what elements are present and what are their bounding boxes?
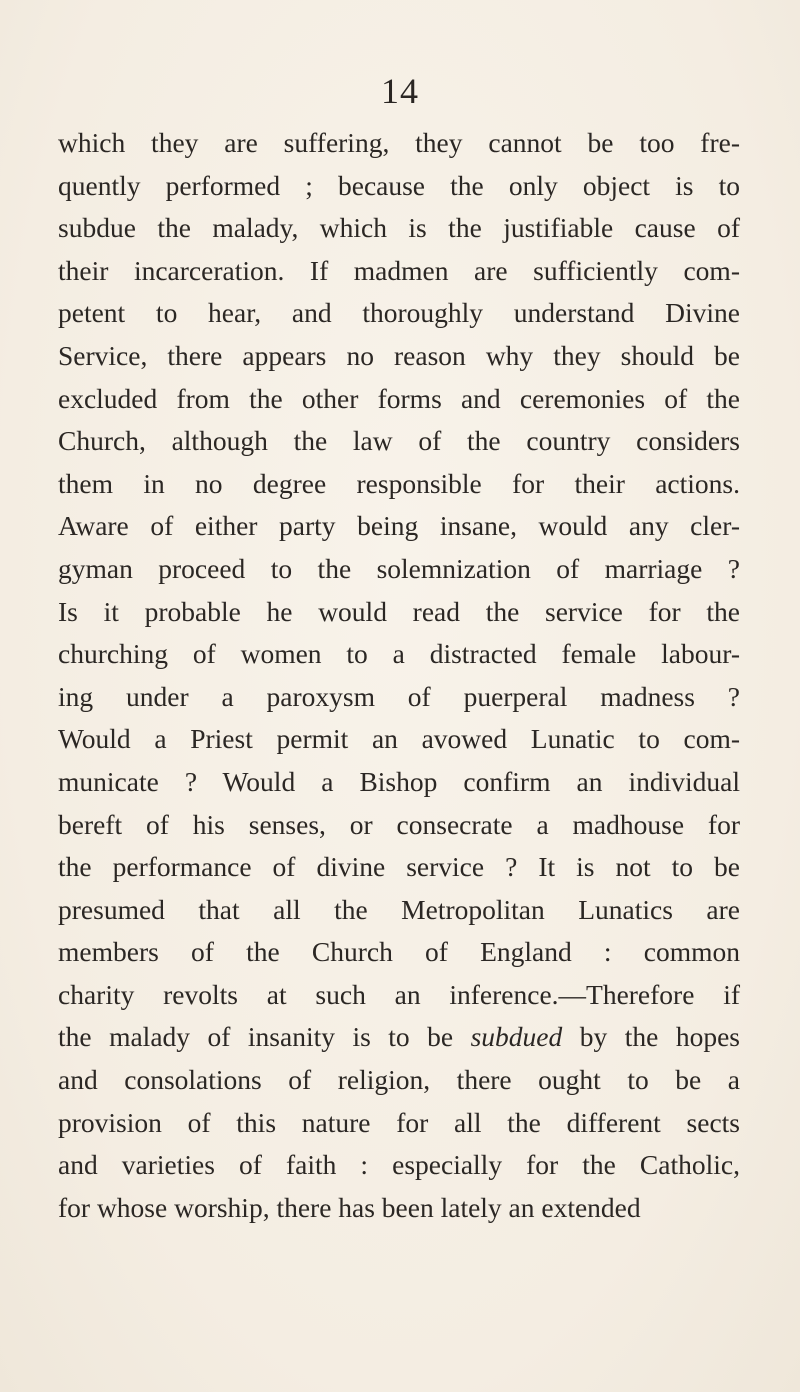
text-line: Aware of either party being insane, would any cler- bbox=[58, 510, 740, 542]
body-text bbox=[58, 122, 740, 1229]
text-line: ing under a paroxysm of puerperal madness ? bbox=[58, 680, 740, 712]
text-line: presumed that all the Metropolitan Lunatics are bbox=[58, 893, 740, 925]
text-line: subdue the malady, which is the justifiable cause of bbox=[58, 212, 740, 244]
text-segment: by the hopes bbox=[562, 1021, 740, 1053]
text-line: Service, there appears no reason why they should be bbox=[58, 339, 740, 371]
text-line: their incarceration. If madmen are sufficiently com- bbox=[58, 254, 740, 286]
text-line: for whose worship, there has been lately an extended bbox=[58, 1191, 641, 1223]
text-line: and consolations of religion, there ought to be a bbox=[58, 1064, 740, 1096]
text-line: municate ? Would a Bishop confirm an individual bbox=[58, 765, 740, 797]
italic-word: subdued bbox=[470, 1021, 563, 1053]
text-line: the performance of divine service ? It is not to be bbox=[58, 851, 740, 883]
text-line: excluded from the other forms and ceremonies of the bbox=[58, 382, 740, 414]
text-line: members of the Church of England : common bbox=[58, 936, 740, 968]
text-line: Church, although the law of the country considers bbox=[58, 425, 740, 457]
text-line: petent to hear, and thoroughly understand Divine bbox=[58, 297, 740, 329]
text-line: charity revolts at such an inference.—Therefore if bbox=[58, 978, 740, 1010]
text-line: Would a Priest permit an avowed Lunatic to com- bbox=[58, 723, 740, 755]
text-line bbox=[58, 1016, 740, 1059]
text-line: gyman proceed to the solemnization of marriage ? bbox=[58, 552, 740, 584]
text-line: bereft of his senses, or consecrate a madhouse for bbox=[58, 808, 740, 840]
text-line: them in no degree responsible for their actions. bbox=[58, 467, 740, 499]
text-line: which they are suffering, they cannot be too fre- bbox=[58, 127, 740, 158]
page-number: 14 bbox=[381, 71, 419, 111]
text-line: and varieties of faith : especially for the Catholic, bbox=[58, 1149, 740, 1181]
text-line: Is it probable he would read the service for the bbox=[58, 595, 740, 627]
text-segment: the malady of insanity is to be bbox=[58, 1021, 471, 1053]
text-line: quently performed ; because the only object is to bbox=[58, 169, 740, 201]
text-line: churching of women to a distracted female labour- bbox=[58, 638, 740, 670]
text-line: provision of this nature for all the different sects bbox=[58, 1106, 740, 1138]
